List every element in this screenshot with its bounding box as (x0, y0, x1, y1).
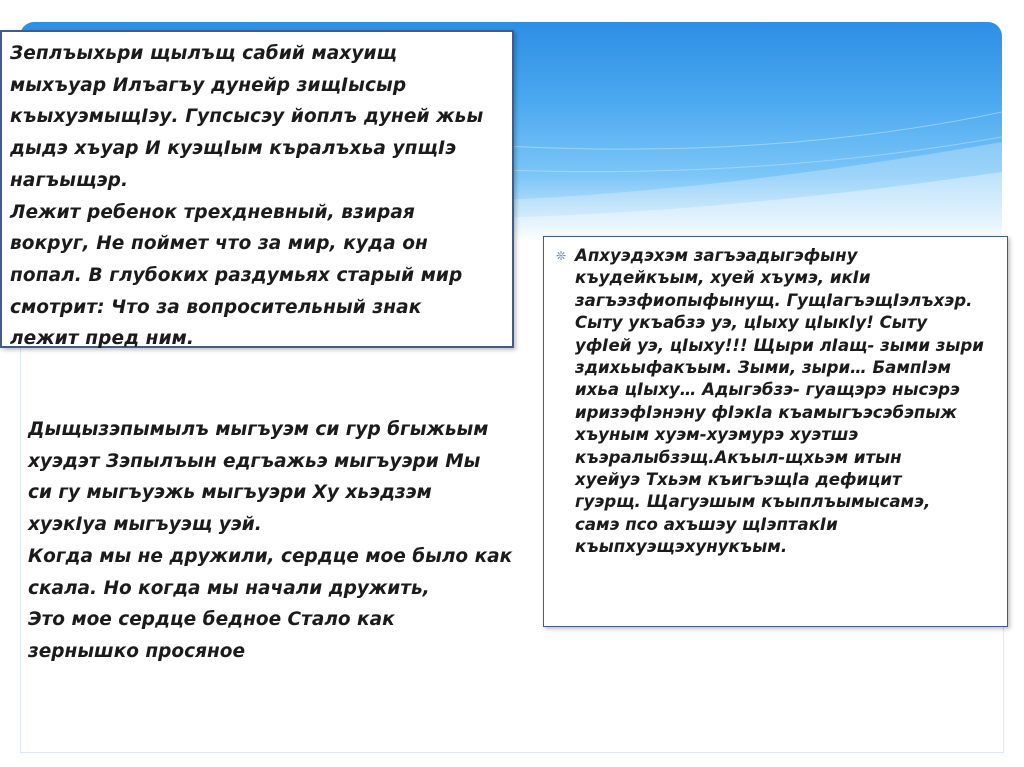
text-line: уфIей уэ, цIыху!!! Щыри лIащ- зыми зыри (575, 335, 984, 355)
text-line: къэралыбзэщ.Акъыл-щхьэм итын (575, 447, 902, 467)
text-line: хуейуэ Тхьэм къигъэщIа дефицит (575, 470, 902, 490)
text-line: хуэдэт Зэпылъын едгъажьэ мыгъуэри Мы (28, 450, 481, 472)
text-line: Сыту укъабзэ уэ, цIыху цIыкIу! Сыту (575, 313, 928, 333)
text-line: мыхъуар Илъагъу дунейр зищIысыр (10, 74, 407, 96)
text-line: къыхуэмыщIэу. Гупсысэу йоплъ дуней жьы (10, 106, 484, 128)
text-line: Лежит ребенок трехдневный, взирая (10, 201, 415, 223)
text-line: гуэрщ. Щагуэшым къыплъымысамэ, (575, 492, 931, 512)
text-line: скала. Но когда мы начали дружить, (28, 577, 430, 599)
text-line: ихьа цIыху… Адыгэбзэ- гуащэрэ нысэрэ (575, 380, 960, 400)
text-line: хуэкIуа мыгъуэщ уэй. (28, 514, 262, 536)
kabardian-russian-text-2 (28, 414, 528, 668)
text-line: нагъыщэр. (10, 169, 129, 191)
text-line: здихьыфакъым. Зыми, зыри… БампIэм (575, 358, 951, 378)
text-line: къыпхуэщэхунукъым. (575, 537, 788, 557)
kabardian-text-box-3 (543, 236, 1008, 627)
text-box-1-lines (10, 38, 504, 355)
text-line: Когда мы не дружили, сердце мое было как (28, 545, 513, 567)
text-line: зернышко просяное (28, 640, 246, 662)
text-line: Апхуэдэхэм загъэадыгэфыну (575, 246, 858, 265)
kabardian-russian-text-box-1 (0, 30, 514, 348)
bullet-icon: ❊ (556, 249, 567, 263)
text-line: дыдэ хъуар И куэщIым къралъхьа упщIэ (10, 138, 457, 160)
text-line: лежит пред ним. (10, 328, 194, 350)
text-line: вокруг, Не поймет что за мир, куда он (10, 233, 428, 255)
text-line: Дыщызэпымылъ мыгъуэм си гур бгыжьым (28, 419, 489, 440)
text-line: смотрит: Что за вопросительный знак (10, 296, 422, 318)
text-line: Это мое сердце бедное Стало как (28, 609, 395, 631)
text-line: попал. В глубоких раздумьях старый мир (10, 264, 463, 286)
text-line: иризэфIэнэну фIэкIа къамыгъэсэбэпыж (575, 402, 957, 422)
text-line: си гу мыгъуэжь мыгъуэри Ху хьэдзэм (28, 482, 432, 504)
text-line: загъэзфиопыфынущ. ГущIагъэщIэлъхэр. (575, 290, 973, 310)
text-line: самэ псо ахъшэу щIэптакIи (575, 514, 838, 534)
text-line: къудейкъым, хуей хъумэ, икIи (575, 268, 871, 288)
text-line: Зеплъыхьри щылъщ сабий махуищ (10, 43, 398, 64)
text-line: хъуным хуэм-хуэмурэ хуэтшэ (575, 425, 859, 445)
text-box-3-lines (575, 245, 995, 559)
